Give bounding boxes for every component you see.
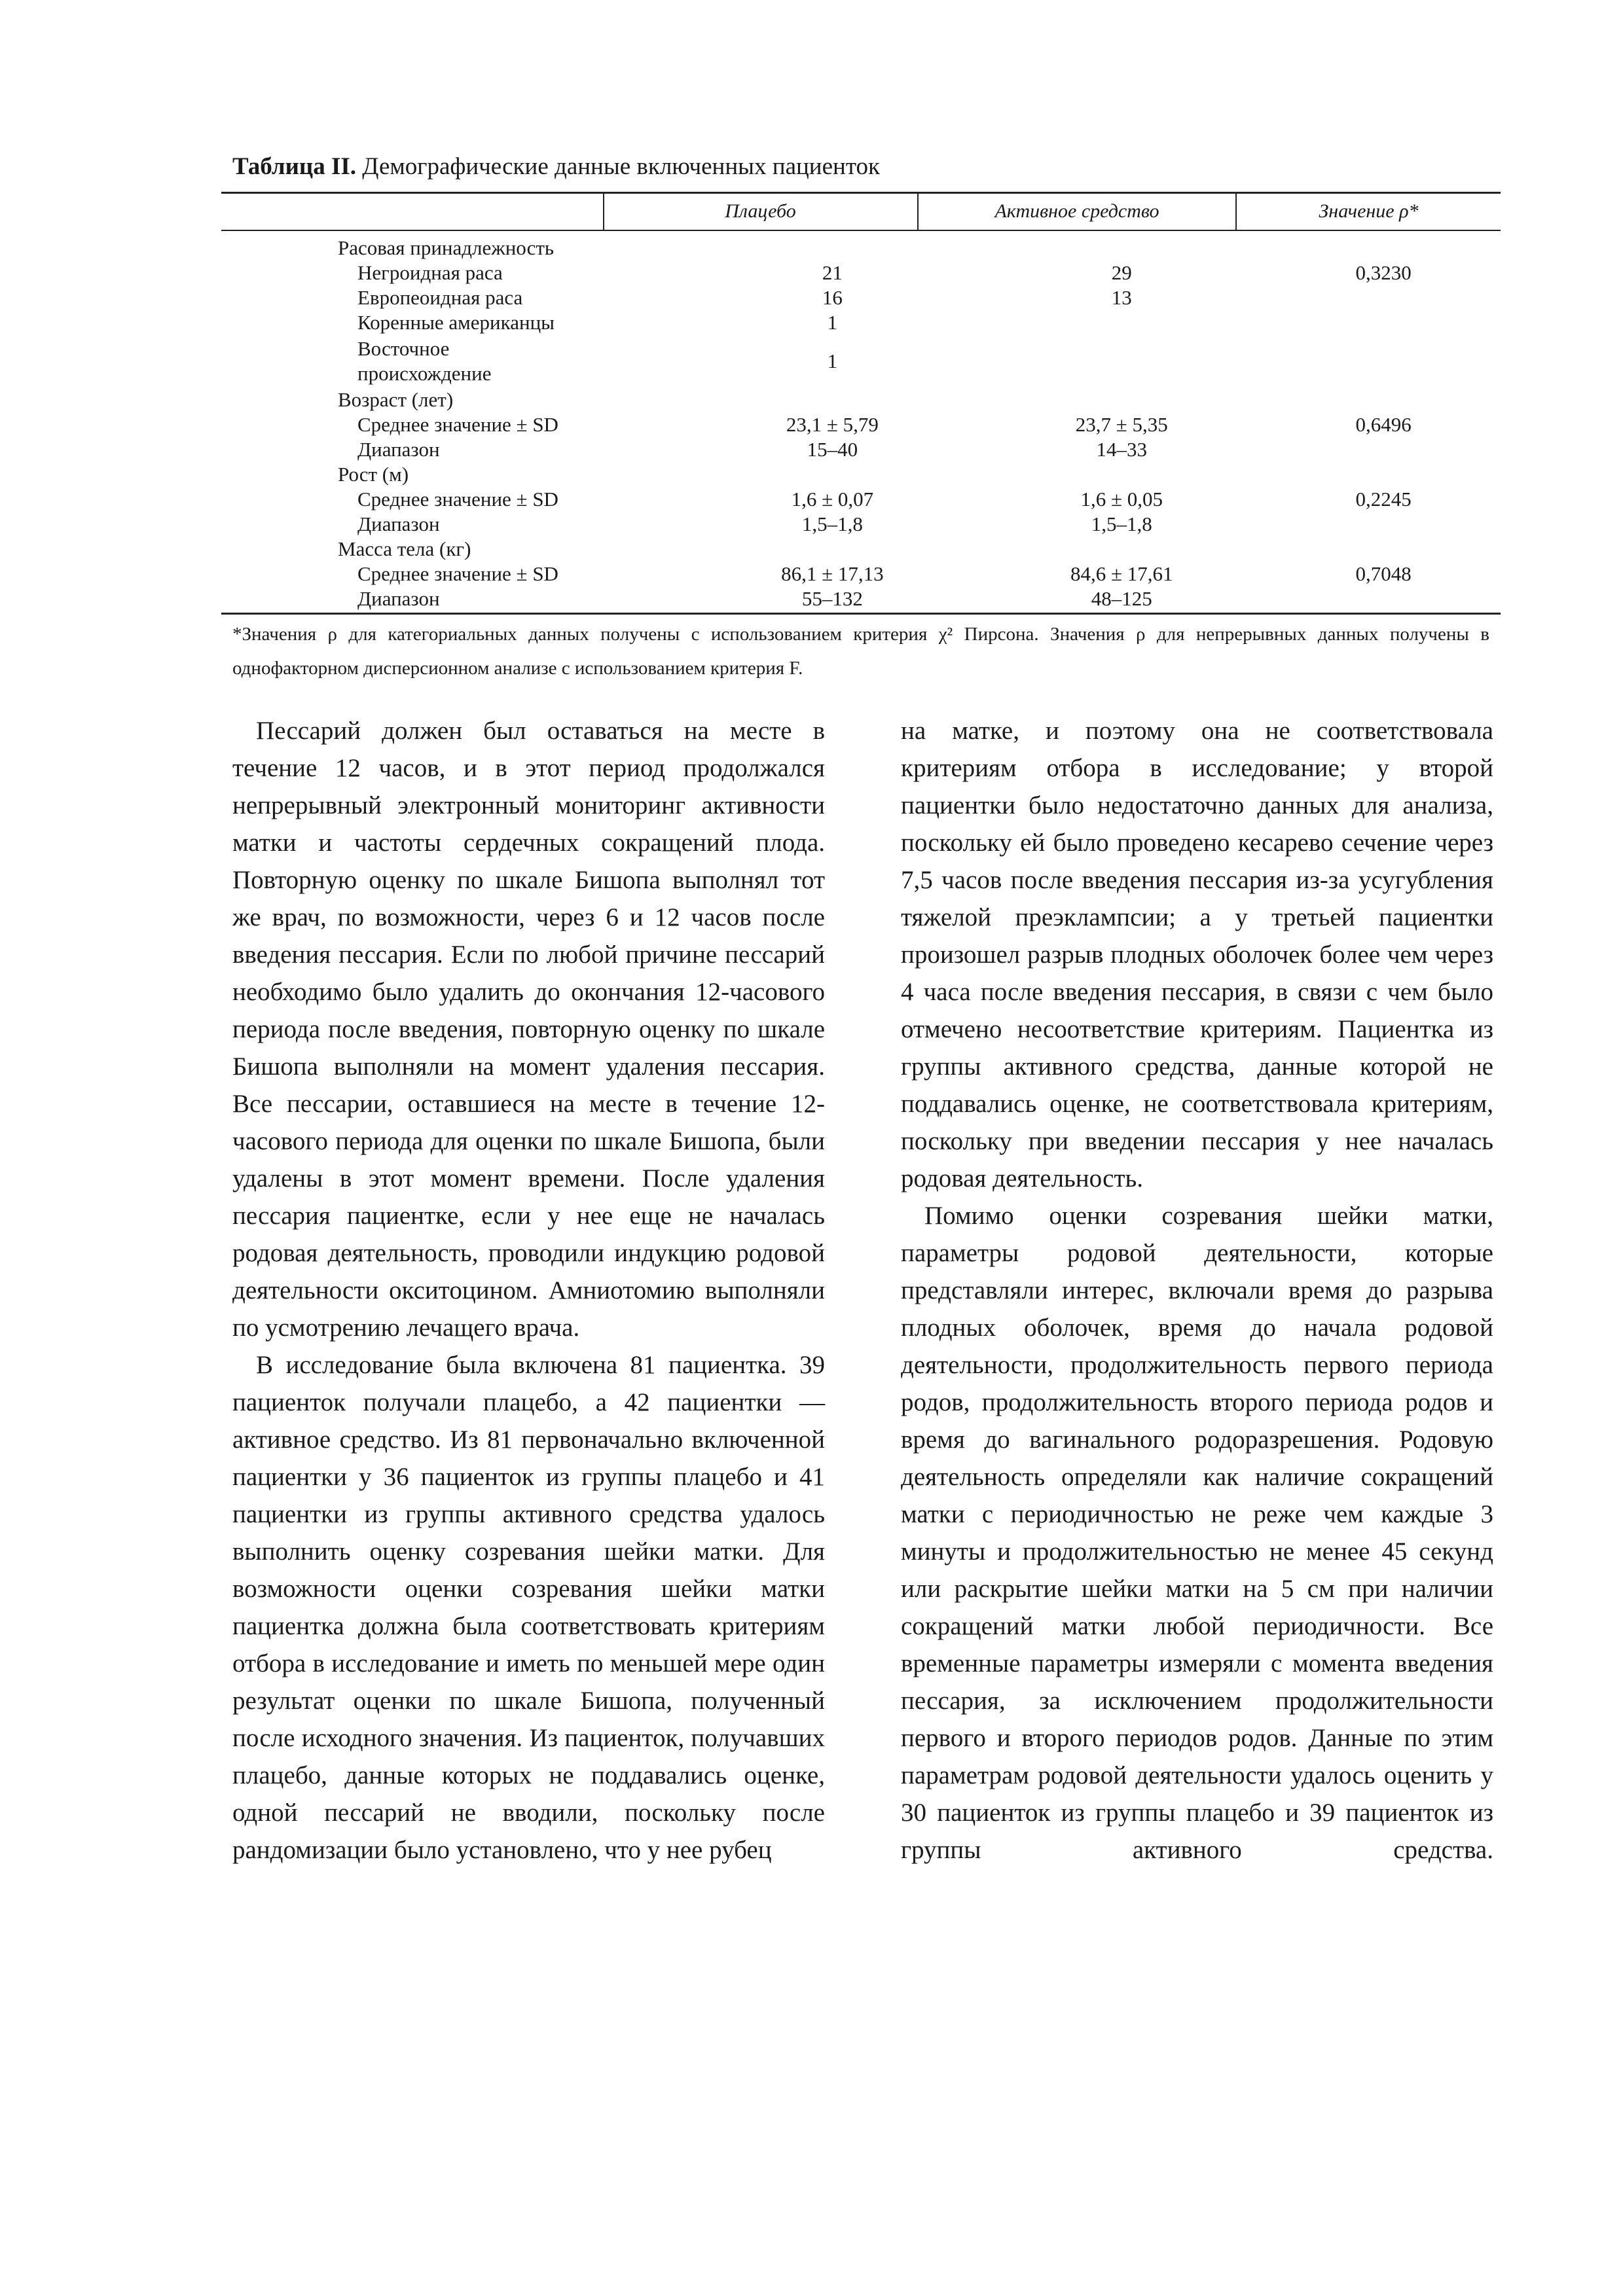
cell-p <box>1266 285 1501 310</box>
cell-placebo: 23,1 ± 5,79 <box>786 413 879 436</box>
table-row <box>221 512 1501 537</box>
table-caption <box>232 152 880 182</box>
cell-active: 1,5–1,8 <box>1091 512 1152 535</box>
cell-placebo: 15–40 <box>807 438 858 461</box>
table-group-row <box>221 236 1501 260</box>
cell-active: 14–33 <box>1096 438 1147 461</box>
body-paragraph: Помимо оценки созревания шейки матки, параметры родовой деятельности, которые представляли интерес, включали время до разрыва плодных оболочек, время до начала родовой деятельности, продолжительность первого периода родов, продолжительность второго периода родов и время до вагинального родоразрешения. Родовую деятельность определяли как наличие сокращений матки с периодичностью не реже чем каждые 3 минуты и продолжительностью не менее 45 секунд или раскрытие шейки матки на 5 см при наличии сокращений матки любой периодичности. Все временные параметры измеряли с момента введения пессария, за исключением продолжительности первого и второго периодов родов. Данные по этим параметрам родовой деятельности удалось оценить у 30 пациенток из группы плацебо и 39 пациенток из группы активного средства. <box>901 1202 1493 1864</box>
cell-placebo: 16 <box>822 286 843 309</box>
table-row <box>221 285 1501 310</box>
cell-active: 29 <box>1111 261 1132 284</box>
cell-active: 48–125 <box>1091 587 1152 610</box>
cell-placebo: 1 <box>827 350 838 372</box>
row-label: Среднее значение ± SD <box>357 488 558 511</box>
group-label: Возраст (лет) <box>338 388 454 411</box>
table-row <box>221 437 1501 462</box>
cell-p <box>1266 512 1501 537</box>
table-row <box>221 412 1501 437</box>
group-label: Масса тела (кг) <box>338 537 471 560</box>
body-paragraph: В исследование была включена 81 пациентка. 39 пациенток получали плацебо, а 42 пациентки — активное средство. Из 81 первоначально включенной пациентки у 36 пациенток из группы плацебо и 41 пациентки из группы активного средства удалось выполнить оценку созревания шейки матки. Для возможности оценки созревания шейки матки пациентка должна была соответствовать критериям отбора в исследование и иметь по меньшей мере один результат оценки по шкале Бишопа, полученный после исходного значения. Из пациенток, получавших плацебо, данные которых не поддавались оценке, одной пессарий не вводили, поскольку после рандомизации было установлено, что у нее рубец <box>232 1351 825 1864</box>
row-label: Среднее значение ± SD <box>357 413 558 436</box>
table-row <box>221 487 1501 512</box>
cell-p: 0,7048 <box>1355 562 1412 585</box>
table-caption-label: Таблица II. <box>232 153 357 180</box>
row-label: Коренные американцы <box>357 311 555 334</box>
table-row <box>221 562 1501 586</box>
table-row <box>221 586 1501 611</box>
table-group-row <box>221 537 1501 562</box>
table-footnote: *Значения ρ для категориальных данных получены с использованием критерия χ² Пирсона. Значения ρ для непрерывных данных получены в однофакторном дисперсионном анализе с использованием критерия F. <box>232 624 1489 679</box>
table-row <box>221 260 1501 285</box>
body-paragraph: на матке, и поэтому она не соответствовала критериям отбора в исследование; у второй пациентки было недостаточно данных для анализа, поскольку ей было проведено кесарево сечение через 7,5 часов после введения пессария из-за усугубления тяжелой преэклампсии; а у третьей пациентки произошел разрыв плодных оболочек более чем через 4 часа после введения пессария, в связи с чем было отмечено несоответствие критериям. Пациентка из группы активного средства, данные которой не поддавались оценке, не соответствовала критериям, поскольку при введении пессария у нее началась родовая деятельность. <box>901 717 1493 1193</box>
cell-active: 1,6 ± 0,05 <box>1080 488 1163 511</box>
group-label: Расовая принадлежность <box>338 236 555 259</box>
cell-active: 13 <box>1111 286 1132 309</box>
row-label: Негроидная раса <box>357 261 503 284</box>
cell-placebo: 86,1 ± 17,13 <box>781 562 884 585</box>
row-label: Европеоидная раса <box>357 286 523 309</box>
cell-p <box>1266 586 1501 611</box>
cell-placebo: 1 <box>827 311 838 334</box>
table-caption-text: Демографические данные включенных пациенток <box>356 153 880 180</box>
cell-placebo: 1,5–1,8 <box>801 512 863 535</box>
cell-p <box>1266 310 1501 335</box>
table-row <box>221 310 1501 335</box>
right-column <box>901 712 1493 1869</box>
cell-p <box>1266 335 1501 387</box>
table-row <box>221 335 1501 387</box>
row-label: Диапазон <box>357 512 440 535</box>
row-label: Среднее значение ± SD <box>357 562 558 585</box>
table-bottom-rule <box>221 613 1501 615</box>
row-label: Диапазон <box>357 587 440 610</box>
header-active: Активное средство <box>994 200 1159 222</box>
cell-active <box>977 310 1266 335</box>
cell-p: 0,2245 <box>1355 488 1412 511</box>
cell-placebo: 55–132 <box>801 587 863 610</box>
row-label: Диапазон <box>357 438 440 461</box>
left-column <box>232 712 825 1869</box>
cell-placebo: 21 <box>822 261 843 284</box>
body-paragraph: Пессарий должен был оставаться на месте в течение 12 часов, и в этот период продолжался непрерывный электронный мониторинг активности матки и частоты сердечных сокращений плода. Повторную оценку по шкале Бишопа выполнял тот же врач, по возможности, через 6 и 12 часов после введения пессария. Если по любой причине пессарий необходимо было удалить до окончания 12-часового периода после введения, повторную оценку по шкале Бишопа выполняли на момент удаления пессария. Все пессарии, оставшиеся на месте в течение 12-часового периода для оценки по шкале Бишопа, были удалены в этот момент времени. После удаления пессария пациентке, если у нее еще не началась родовая деятельность, проводили индукцию родовой деятельности окситоцином. Амниотомию выполняли по усмотрению лечащего врача. <box>232 717 825 1342</box>
cell-active: 23,7 ± 5,35 <box>1075 413 1168 436</box>
header-bottom-rule <box>221 230 1501 231</box>
group-label: Рост (м) <box>338 463 409 486</box>
cell-active <box>977 335 1266 387</box>
table-top-rule <box>221 192 1501 194</box>
cell-active: 84,6 ± 17,61 <box>1070 562 1173 585</box>
row-label: Восточное происхождение <box>357 337 492 385</box>
cell-placebo: 1,6 ± 0,07 <box>791 488 874 511</box>
cell-p <box>1266 437 1501 462</box>
cell-p: 0,3230 <box>1355 261 1412 284</box>
table-group-row <box>221 387 1501 412</box>
header-p-value: Значение ρ* <box>1319 200 1419 222</box>
header-placebo: Плацебо <box>725 200 796 222</box>
table-group-row <box>221 462 1501 487</box>
cell-p: 0,6496 <box>1355 413 1412 436</box>
demographics-table <box>221 236 1501 611</box>
